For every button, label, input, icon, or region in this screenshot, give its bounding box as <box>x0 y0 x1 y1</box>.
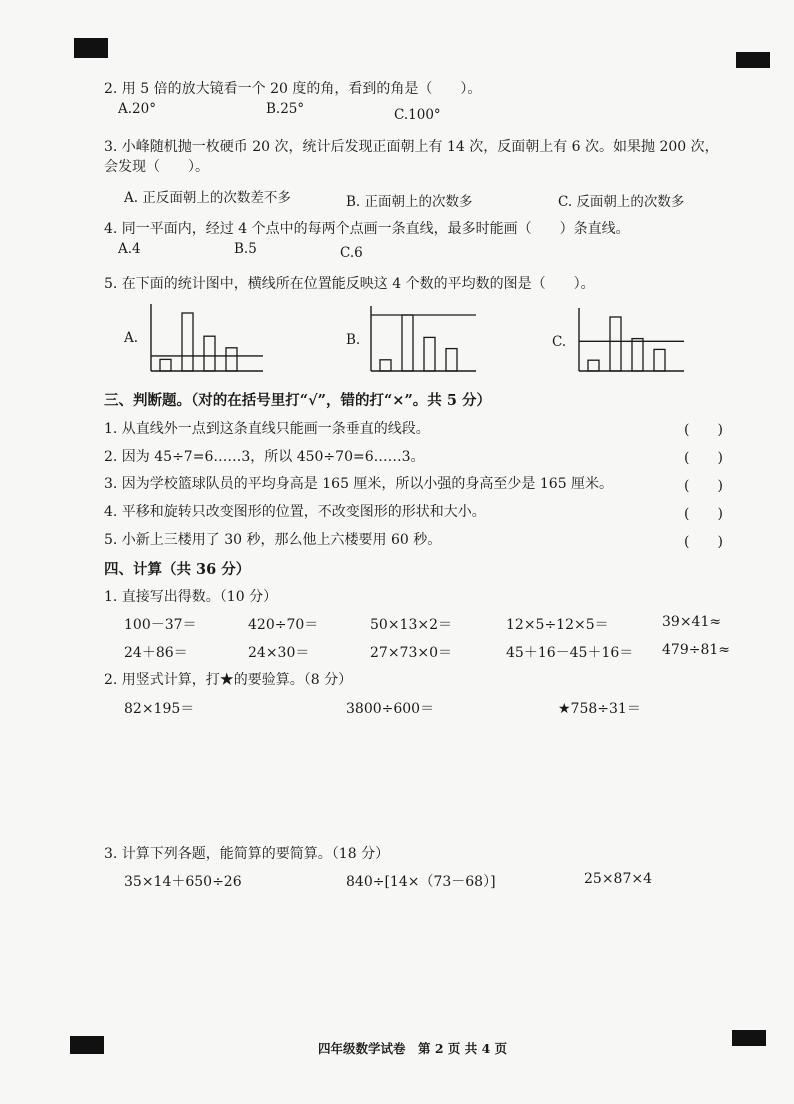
chart-bar <box>610 317 621 371</box>
chart-bar <box>380 360 391 371</box>
mental-calc: 39×41≈ <box>662 614 722 630</box>
chart-bar <box>654 349 665 371</box>
registration-mark-top-right <box>736 52 770 68</box>
judge-item-2: 2. 因为 45÷7=6……3，所以 450÷70=6……3。 <box>104 449 425 465</box>
mental-calc: 12×5÷12×5＝ <box>506 617 609 633</box>
question-3: 3. 小峰随机抛一枚硬币 20 次，统计后发现正面朝上有 14 次，反面朝上有 6 次。如果抛 200 次， <box>104 139 719 155</box>
registration-mark-bottom-left <box>70 1036 104 1054</box>
chart-bar <box>204 336 215 371</box>
mental-calc: 100－37＝ <box>124 617 197 633</box>
chart-bar <box>402 315 413 371</box>
chart-a-label: A. <box>124 330 139 346</box>
chart-c-label: C. <box>552 334 567 350</box>
chart-bar <box>424 337 435 371</box>
question-5: 5. 在下面的统计图中，横线所在位置能反映这 4 个数的平均数的图是（ ）。 <box>104 276 595 292</box>
judge-item-4: 4. 平移和旋转只改变图形的位置，不改变图形的形状和大小。 <box>104 504 486 520</box>
question-3-cont: 会发现（ ）。 <box>104 159 209 175</box>
question-2: 2. 用 5 倍的放大镜看一个 20 度的角，看到的角是（ ）。 <box>104 81 482 97</box>
vertical-calc: 82×195＝ <box>124 701 195 717</box>
q3-option-c: C. 反面朝上的次数多 <box>558 194 685 210</box>
q4-option-a: A.4 <box>118 241 141 257</box>
chart-a <box>150 304 265 372</box>
mental-calc: 45＋16－45＋16＝ <box>506 645 634 661</box>
mental-calc: 24×30＝ <box>248 645 310 661</box>
judge-item-3: 3. 因为学校篮球队员的平均身高是 165 厘米，所以小强的身高至少是 165 厘米。 <box>104 476 614 492</box>
registration-mark-top-left <box>74 38 108 58</box>
simplify-calc: 840÷[14×（73－68）] <box>346 874 496 890</box>
judge-item-1: 1. 从直线外一点到这条直线只能画一条垂直的线段。 <box>104 421 430 437</box>
q2-option-a: A.20° <box>118 101 156 117</box>
page-footer: 四年级数学试卷 第 2 页 共 4 页 <box>318 1041 508 1056</box>
mental-calc: 420÷70＝ <box>248 617 319 633</box>
registration-mark-bottom-right <box>732 1030 766 1046</box>
question-4: 4. 同一平面内，经过 4 个点中的每两个点画一条直线，最多时能画（ ）条直线。 <box>104 221 630 237</box>
q4-option-c: C.6 <box>340 245 363 261</box>
vertical-calc: 3800÷600＝ <box>346 701 435 717</box>
chart-b-label: B. <box>346 332 361 348</box>
chart-bar <box>588 360 599 371</box>
answer-paren-5[interactable]: ( ) <box>684 534 723 550</box>
simplify-calc: 35×14＋650÷26 <box>124 874 242 890</box>
q2-option-b: B.25° <box>266 101 305 117</box>
q2-option-c: C.100° <box>394 107 441 123</box>
mental-calc: 24＋86＝ <box>124 645 188 661</box>
answer-paren-4[interactable]: ( ) <box>684 506 723 522</box>
vertical-calc: ★758÷31＝ <box>558 701 641 717</box>
answer-paren-1[interactable]: ( ) <box>684 422 723 438</box>
chart-bar <box>632 339 643 371</box>
mental-calc: 479÷81≈ <box>662 642 730 658</box>
section-4-title: 四、计算（共 36 分） <box>104 561 251 578</box>
section-3-title: 三、判断题。（对的在括号里打“√”，错的打“×”。共 5 分） <box>104 392 491 409</box>
simplify-calc: 25×87×4 <box>584 871 652 887</box>
answer-paren-3[interactable]: ( ) <box>684 478 723 494</box>
sub2-title: 2. 用竖式计算，打★的要验算。（8 分） <box>104 672 353 688</box>
sub1-title: 1. 直接写出得数。（10 分） <box>104 589 278 605</box>
chart-bar <box>160 359 171 371</box>
mental-calc: 27×73×0＝ <box>370 645 452 661</box>
judge-item-5: 5. 小新上三楼用了 30 秒，那么他上六楼要用 60 秒。 <box>104 532 442 548</box>
chart-bar <box>182 313 193 371</box>
chart-b <box>370 306 478 372</box>
chart-c <box>578 308 686 372</box>
q3-option-a: A. 正反面朝上的次数差不多 <box>124 190 291 206</box>
q4-option-b: B.5 <box>234 241 257 257</box>
q3-option-b: B. 正面朝上的次数多 <box>346 194 473 210</box>
sub3-title: 3. 计算下列各题，能简算的要简算。（18 分） <box>104 846 390 862</box>
chart-bar <box>446 349 457 371</box>
chart-bar <box>226 348 237 371</box>
mental-calc: 50×13×2＝ <box>370 617 452 633</box>
answer-paren-2[interactable]: ( ) <box>684 450 723 466</box>
